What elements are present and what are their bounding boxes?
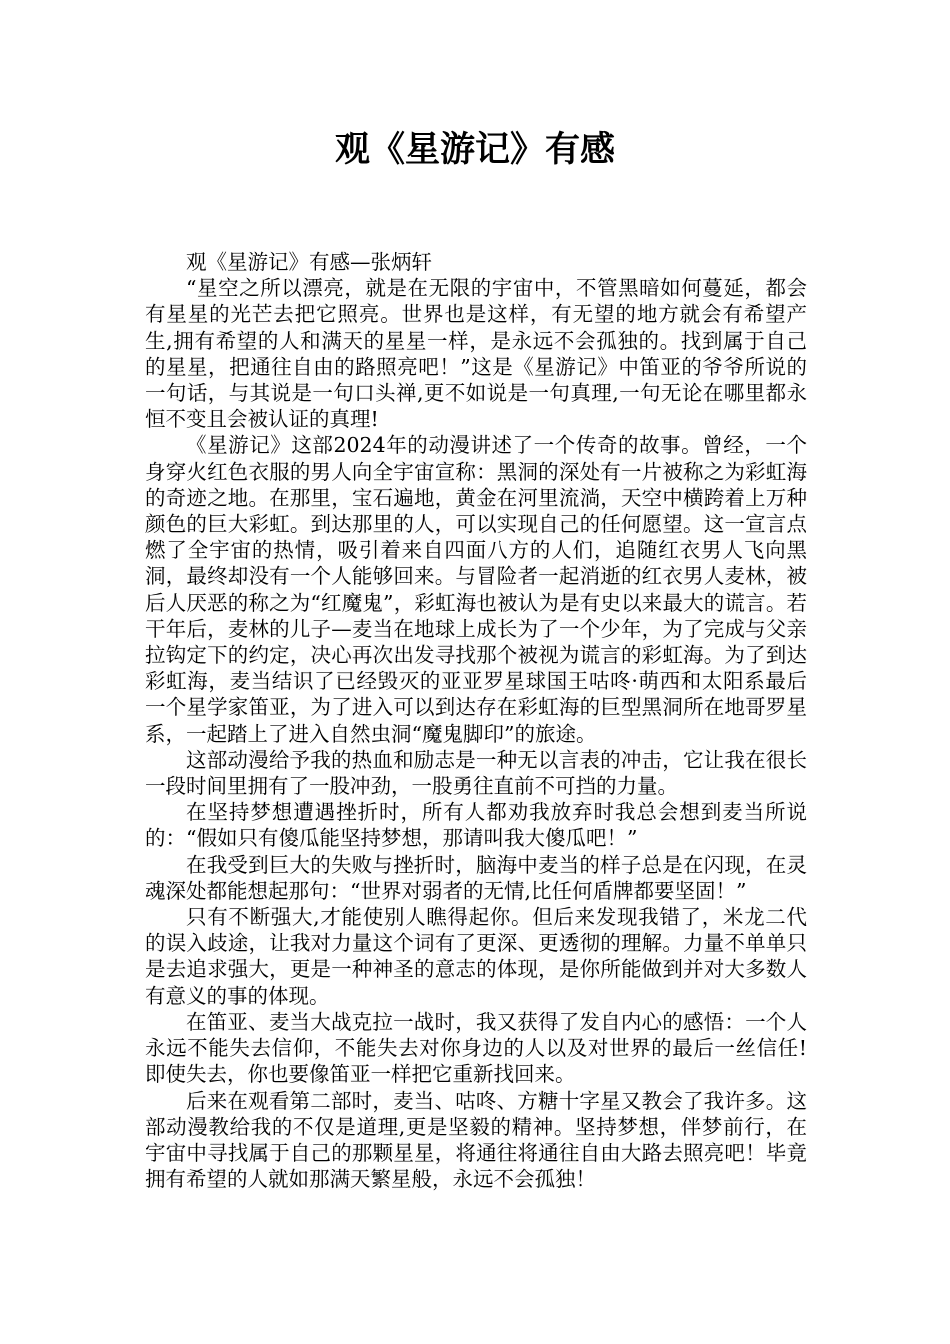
body-paragraph-conclusion: 后来在观看第二部时，麦当、咕咚、方糖十字星又教会了我许多。这部动漫教给我的不仅是道理,更是坚毅的精神。坚持梦想，伴梦前行，在宇宙中寻找属于自己的那颗星星，将通往将通往自由大路去照亮吧！毕竟拥有希望的人就如那满天繁星般，永远不会孤独！ <box>145 1088 807 1192</box>
byline-paragraph: 观《星游记》有感—张炳轩 <box>186 250 432 274</box>
body-paragraph-quote: “星空之所以漂亮，就是在无限的宇宙中，不管黑暗如何蔓延，都会有星星的光芒去把它照亮。世界也是这样，有无望的地方就会有希望产生,拥有希望的人和满天的星星一样，是永远不会孤独的。找到属于自己的星星，把通往自由的路照亮吧！”这是《星游记》中笛亚的爷爷所说的一句话，与其说是一句口头禅,更不如说是一句真理,一句无论在哪里都永恒不变且会被认证的真理! <box>145 276 807 432</box>
document-title: 观《星游记》有感 <box>334 130 615 170</box>
body-paragraph-story: 《星游记》这部2024年的动漫讲述了一个传奇的故事。曾经，一个身穿火红色衣服的男人向全宇宙宣称：黑洞的深处有一片被称之为彩虹海的奇迹之地。在那里，宝石遍地，黄金在河里流淌，天空中横跨着上万种颜色的巨大彩虹。到达那里的人，可以实现自己的任何愿望。这一宣言点燃了全宇宙的热情，吸引着来自四面八方的人们，追随红衣男人飞向黑洞，最终却没有一个人能够回来。与冒险者一起消逝的红衣男人麦林，被后人厌恶的称之为“红魔鬼”，彩虹海也被认为是有史以来最大的谎言。若干年后，麦林的儿子—麦当在地球上成长为了一个少年，为了完成与父亲拉钩定下的约定，决心再次出发寻找那个被视为谎言的彩虹海。为了到达彩虹海，麦当结识了已经毁灭的亚亚罗星球国王咕咚·萌西和太阳系最后一个星学家笛亚，为了进入可以到达存在彩虹海的巨型黑洞所在地哥罗星系，一起踏上了进入自然虫洞“魔鬼脚印”的旅途。 <box>145 433 807 746</box>
document-body <box>145 249 807 1192</box>
body-paragraph-failure: 在我受到巨大的失败与挫折时，脑海中麦当的样子总是在闪现，在灵魂深处都能想起那句：“世界对弱者的无情,比任何盾牌都要坚固！” <box>145 852 807 903</box>
body-paragraph-strength: 只有不断强大,才能使别人瞧得起你。但后来发现我错了，米龙二代的误入歧途，让我对力量这个词有了更深、更透彻的理解。力量不单单只是去追求强大，更是一种神圣的意志的体现，是你所能做到并对大多数人有意义的事的体现。 <box>145 905 807 1008</box>
body-paragraph-faith: 在笛亚、麦当大战克拉一战时，我又获得了发自内心的感悟：一个人永远不能失去信仰，不能失去对你身边的人以及对世界的最后一丝信任!即使失去，你也要像笛亚一样把它重新找回来。 <box>145 1009 807 1087</box>
body-paragraph-dream: 在坚持梦想遭遇挫折时，所有人都劝我放弃时我总会想到麦当所说的：“假如只有傻瓜能坚持梦想，那请叫我大傻瓜吧！” <box>145 800 807 851</box>
body-paragraph-impact: 这部动漫给予我的热血和励志是一种无以言表的冲击，它让我在很长一段时间里拥有了一股冲劲，一股勇往直前不可挡的力量。 <box>145 747 807 799</box>
